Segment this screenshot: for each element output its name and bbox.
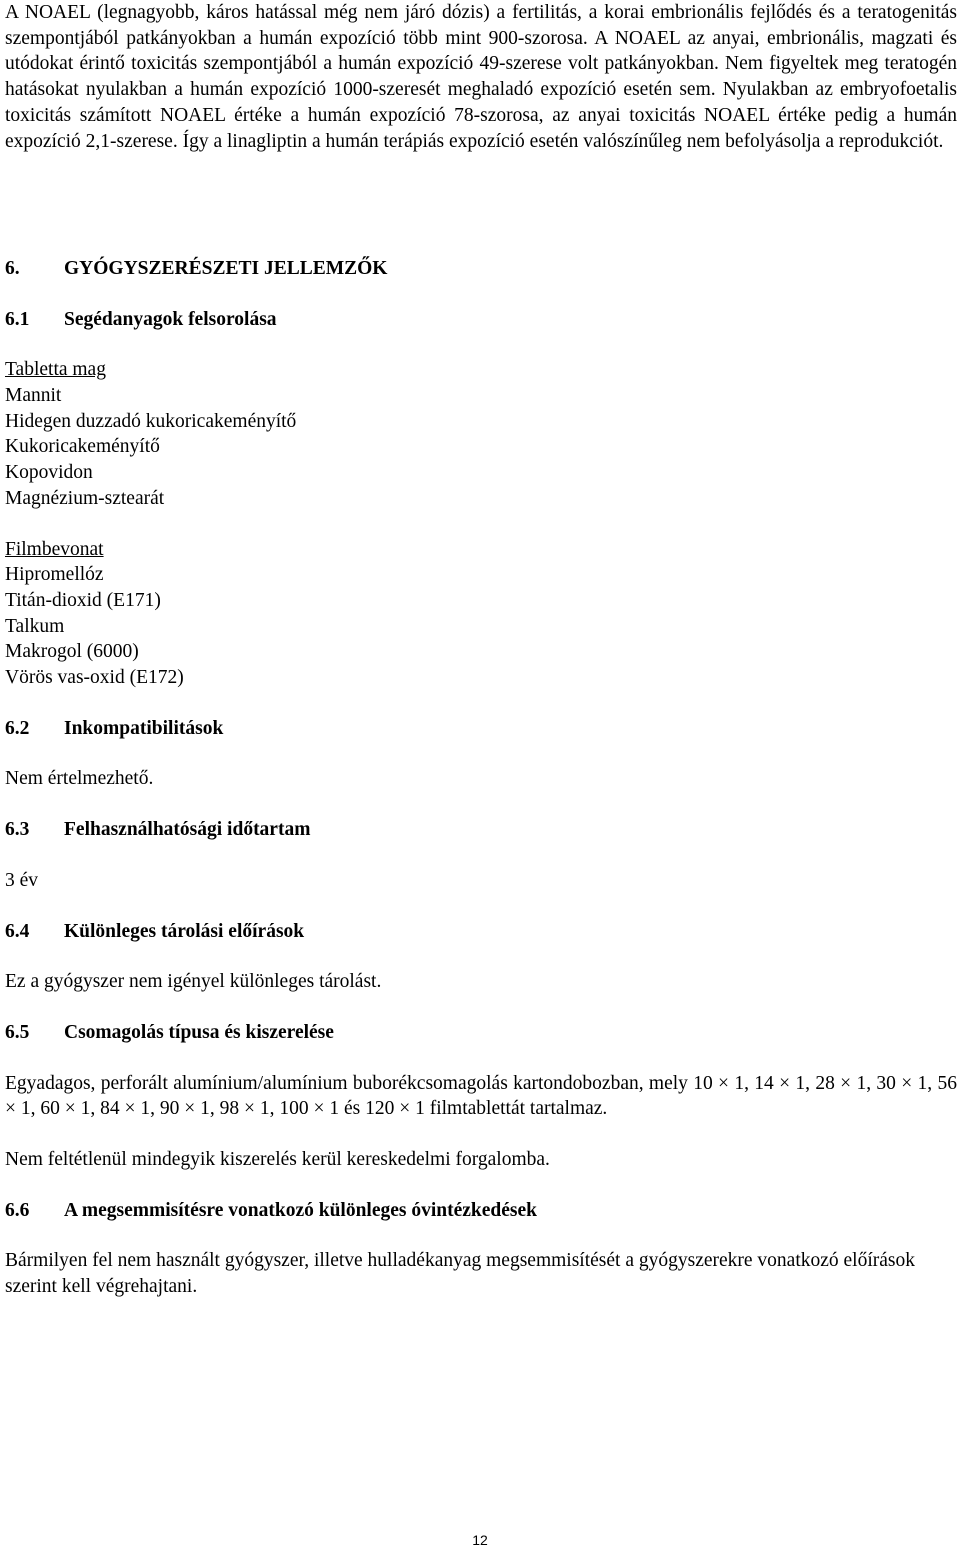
list-item: Talkum bbox=[5, 615, 65, 637]
list-item: Kukoricakeményítő bbox=[5, 436, 160, 458]
section-text: Ez a gyógyszer nem igényel különleges tárolást. bbox=[5, 971, 382, 993]
section-text: Nem értelmezhető. bbox=[5, 768, 154, 790]
section-text: Bármilyen fel nem használt gyógyszer, illetve hulladékanyag megsemmisítését a gyógyszerekre vonatkozó előírások szerint kell végrehajtani. bbox=[5, 1250, 916, 1298]
section-title: Csomagolás típusa és kiszerelése bbox=[64, 1021, 334, 1043]
section-number: 6.4 bbox=[5, 920, 30, 942]
section-number: 6.2 bbox=[5, 717, 30, 739]
list-item: Hipromellóz bbox=[5, 564, 104, 586]
list-item: Makrogol (6000) bbox=[5, 641, 139, 663]
film-coating-list bbox=[5, 562, 957, 690]
section-title: Inkompatibilitások bbox=[64, 717, 224, 739]
section-title: A megsemmisítésre vonatkozó különleges óvintézkedések bbox=[64, 1199, 538, 1221]
section-text: 3 év bbox=[5, 869, 39, 891]
section-title: Különleges tárolási előírások bbox=[64, 920, 305, 942]
list-item: Kopovidon bbox=[5, 462, 93, 484]
list-item: Mannit bbox=[5, 385, 62, 407]
list-item: Magnézium-sztearát bbox=[5, 487, 165, 509]
section-6-5-heading bbox=[5, 1020, 957, 1046]
section-6-1-heading bbox=[5, 307, 957, 333]
section-number: 6.1 bbox=[5, 308, 30, 330]
section-title: GYÓGYSZERÉSZETI JELLEMZŐK bbox=[64, 258, 388, 279]
tablet-core-list bbox=[5, 383, 957, 511]
section-text: Egyadagos, perforált alumínium/alumínium buborékcsomagolás kartondobozban, mely 10 × 1, 14 × 1, 28 × 1, 30 × 1, 56 × 1, 60 × 1, 84 × 1, 90 × 1, 98 × 1, 100 × 1 és 120 × 1 filmtablettát tartalmaz. bbox=[5, 1072, 957, 1120]
section-6-2-heading bbox=[5, 716, 957, 742]
section-6-3-heading bbox=[5, 817, 957, 843]
section-number: 6. bbox=[5, 258, 20, 279]
intro-paragraph: A NOAEL (legnagyobb, káros hatással még nem járó dózis) a fertilitás, a korai embrionális fejlődés és a teratogenitás szempontjából patkányokban a humán expozíció több mint 900-szorosa. A NOAEL az anyai, embrionális, magzati és utódokat érintő toxicitás szempontjából a humán expozíció 49-szerese volt patkányokban. Nem figyeltek meg teratogén hatásokat nyulakban a humán expozíció 1000-szeresét meghaladó expozíció esetén sem. Nyulakban az embryofoetalis toxicitás számított NOAEL értéke a humán expozíció 78-szorosa, az anyai toxicitás NOAEL értéke pedig a humán expozíció 2,1-szerese. Így a linagliptin a humán terápiás expozíció esetén valószínűleg nem befolyásolja a reprodukciót. bbox=[5, 2, 957, 152]
section-number: 6.6 bbox=[5, 1199, 30, 1221]
section-note: Nem feltétlenül mindegyik kiszerelés kerül kereskedelmi forgalomba. bbox=[5, 1149, 550, 1171]
section-6-heading bbox=[5, 256, 957, 282]
section-title: Segédanyagok felsorolása bbox=[64, 308, 277, 330]
section-6-4-heading bbox=[5, 919, 957, 945]
page-number: 12 bbox=[472, 1532, 488, 1548]
section-title: Felhasználhatósági időtartam bbox=[64, 819, 311, 841]
section-number: 6.3 bbox=[5, 819, 30, 841]
film-coating-label: Filmbevonat bbox=[5, 538, 104, 560]
list-item: Hidegen duzzadó kukoricakeményítő bbox=[5, 410, 297, 432]
document-page bbox=[5, 0, 957, 1300]
section-number: 6.5 bbox=[5, 1021, 30, 1043]
tablet-core-label: Tabletta mag bbox=[5, 359, 106, 381]
list-item: Vörös vas-oxid (E172) bbox=[5, 667, 184, 688]
list-item: Titán-dioxid (E171) bbox=[5, 589, 161, 611]
section-6-6-heading bbox=[5, 1198, 957, 1224]
